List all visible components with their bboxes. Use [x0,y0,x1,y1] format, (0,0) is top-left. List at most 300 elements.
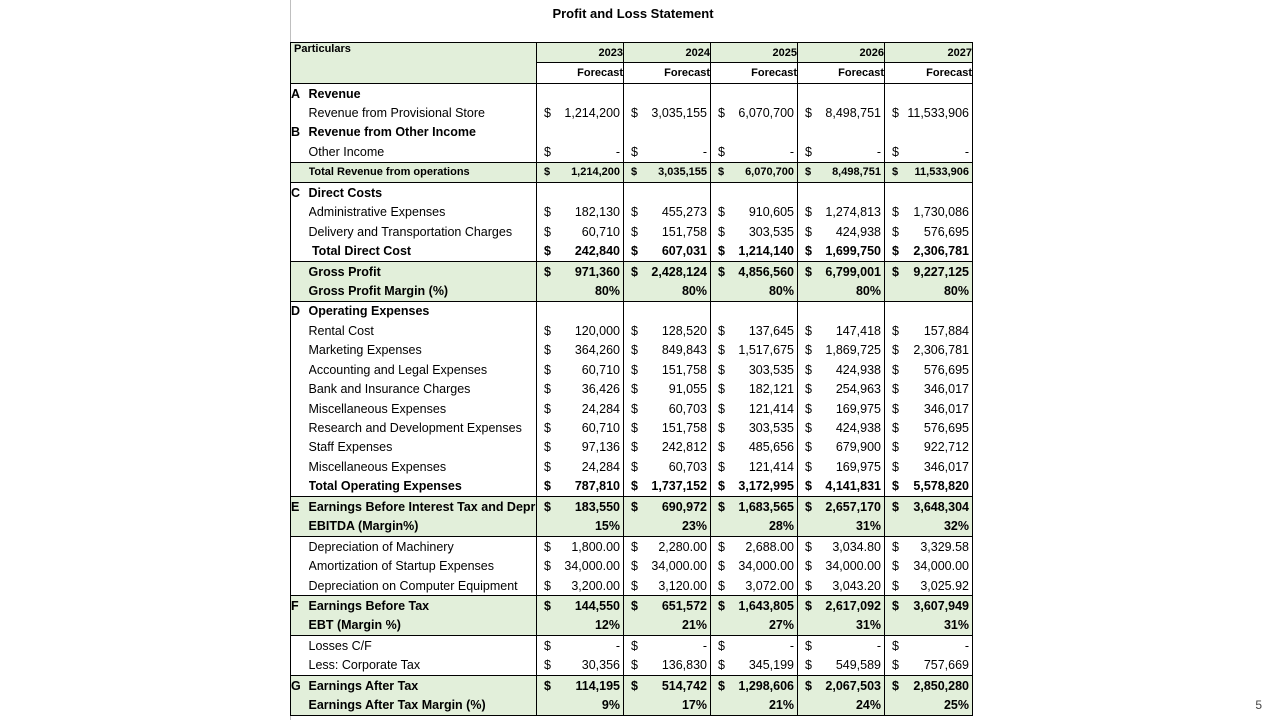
amount-value: 303,535 [748,421,794,436]
value-cell [885,123,973,142]
currency-symbol: $ [805,440,812,455]
value-cell: 31% [798,616,885,636]
currency-symbol: $ [718,166,725,179]
table-row [291,556,973,575]
value-cell [711,241,798,261]
value-cell [885,360,973,379]
value-cell [798,596,885,616]
value-cell [624,576,711,596]
header-row-years [291,43,973,63]
row-label: Earnings After Tax [309,676,537,696]
row-label: Gross Profit Margin (%) [309,281,537,301]
section-letter [291,321,309,340]
row-label: Depreciation of Machinery [309,536,537,556]
amount-value: - [964,638,969,653]
amount-value: 2,657,170 [825,499,881,514]
table-row [291,536,973,556]
table-row [291,321,973,340]
value-cell [798,379,885,398]
currency-symbol: $ [631,343,638,358]
row-label: Total Revenue from operations [309,162,537,182]
section-letter [291,341,309,360]
currency-symbol: $ [718,106,725,121]
amount-value: - [876,144,881,159]
amount-value: 121,414 [748,459,794,474]
section-letter [291,203,309,222]
value-cell: 15% [537,517,624,537]
currency-symbol: $ [805,362,812,377]
amount-value: 2,850,280 [913,678,969,693]
amount-value: 121,414 [748,401,794,416]
amount-value: 151,758 [661,421,707,436]
value-cell [885,261,973,281]
amount-value: 60,703 [668,401,707,416]
section-letter: B [291,123,309,142]
amount-value: 971,360 [574,264,620,279]
value-cell [624,676,711,696]
currency-symbol: $ [544,539,551,554]
currency-symbol: $ [631,106,638,121]
value-cell: 23% [624,517,711,537]
amount-value: 1,800.00 [571,539,620,554]
currency-symbol: $ [892,382,899,397]
value-cell [537,203,624,222]
value-cell [798,438,885,457]
value-cell [537,457,624,476]
currency-symbol: $ [892,638,899,653]
value-cell [624,399,711,418]
amount-value: 34,000.00 [825,559,881,574]
amount-value: 607,031 [661,244,707,259]
value-cell: 12% [537,616,624,636]
value-cell [624,379,711,398]
amount-value: 3,607,949 [913,598,969,613]
amount-value: 97,136 [581,440,620,455]
value-cell [537,321,624,340]
value-cell [537,418,624,437]
section-letter [291,576,309,596]
value-cell [798,576,885,596]
row-label: Depreciation on Computer Equipment [308,578,518,593]
amount-value: 254,963 [835,382,881,397]
value-cell [537,556,624,575]
row-label: Bank and Insurance Charges [308,382,471,397]
amount-value: 5,578,820 [913,479,969,494]
amount-value: 8,498,751 [825,106,881,121]
amount-value: 455,273 [661,205,707,220]
value-cell [885,576,973,596]
currency-symbol: $ [544,343,551,358]
value-cell [798,636,885,656]
row-label: Amortization of Startup Expenses [308,559,495,574]
value-cell [885,556,973,575]
currency-symbol: $ [805,559,812,574]
amount-value: 151,758 [661,224,707,239]
currency-symbol: $ [805,479,812,494]
amount-value: - [615,638,620,653]
value-cell [711,162,798,182]
amount-value: 345,199 [748,658,794,673]
currency-symbol: $ [892,323,899,338]
currency-symbol: $ [718,323,725,338]
table-row [291,83,973,103]
currency-symbol: $ [631,539,638,554]
currency-symbol: $ [892,144,899,159]
row-label: Total Direct Cost [308,244,412,259]
currency-symbol: $ [718,382,725,397]
amount-value: 2,306,781 [913,244,969,259]
currency-symbol: $ [892,224,899,239]
amount-value: 3,648,304 [913,499,969,514]
amount-value: 3,043.20 [832,578,881,593]
page-title: Profit and Loss Statement [552,6,714,21]
amount-value: 576,695 [923,421,969,436]
value-cell [624,261,711,281]
currency-symbol: $ [544,205,551,220]
currency-symbol: $ [805,106,812,121]
row-label: Revenue from Provisional Store [308,106,485,121]
currency-symbol: $ [544,421,551,436]
year-header: 2023 [537,43,624,63]
currency-symbol: $ [805,421,812,436]
value-cell [885,222,973,241]
value-cell: 31% [885,616,973,636]
value-cell [624,341,711,360]
amount-value: - [789,638,794,653]
currency-symbol: $ [631,264,638,279]
currency-symbol: $ [631,421,638,436]
amount-value: 303,535 [748,224,794,239]
currency-symbol: $ [544,459,551,474]
amount-value: 169,975 [835,459,881,474]
currency-symbol: $ [544,362,551,377]
value-cell [885,438,973,457]
section-letter [291,379,309,398]
currency-symbol: $ [718,559,725,574]
value-cell [537,656,624,676]
value-cell [798,142,885,162]
currency-symbol: $ [544,323,551,338]
currency-symbol: $ [631,440,638,455]
currency-symbol: $ [631,559,638,574]
value-cell: 27% [711,616,798,636]
currency-symbol: $ [805,598,812,613]
table-row [291,162,973,182]
amount-value: 576,695 [923,362,969,377]
amount-value: 6,070,700 [738,106,794,121]
amount-value: 2,617,092 [825,598,881,613]
amount-value: 183,550 [574,499,620,514]
currency-symbol: $ [892,499,899,514]
amount-value: 34,000.00 [564,559,620,574]
value-cell [624,438,711,457]
currency-symbol: $ [718,678,725,693]
currency-symbol: $ [544,440,551,455]
currency-symbol: $ [631,578,638,593]
value-cell [711,399,798,418]
section-letter: E [291,497,309,517]
row-label: Accounting and Legal Expenses [308,362,488,377]
amount-value: 3,172,995 [738,479,794,494]
row-label: Revenue [308,86,361,101]
amount-value: 1,737,152 [651,479,707,494]
amount-value: 4,856,560 [738,264,794,279]
amount-value: 137,645 [748,323,794,338]
value-cell [798,656,885,676]
section-letter [291,162,309,182]
currency-symbol: $ [805,205,812,220]
currency-symbol: $ [718,343,725,358]
value-cell [798,123,885,142]
value-cell [798,203,885,222]
section-letter [291,556,309,575]
currency-symbol: $ [892,559,899,574]
particulars-header: Particulars [291,43,537,84]
value-cell [624,142,711,162]
value-cell [711,379,798,398]
value-cell [885,497,973,517]
amount-value: 11,533,906 [907,106,969,121]
value-cell: 17% [624,695,711,715]
value-cell [885,321,973,340]
forecast-header: Forecast [711,63,798,83]
value-cell [885,103,973,122]
value-cell [624,497,711,517]
amount-value: 60,710 [581,362,620,377]
value-cell [711,301,798,321]
currency-symbol: $ [544,479,551,494]
amount-value: 1,699,750 [825,244,881,259]
value-cell [711,438,798,457]
amount-value: 242,812 [661,440,707,455]
row-label: Delivery and Transportation Charges [308,224,513,239]
currency-symbol: $ [718,638,725,653]
value-cell [537,301,624,321]
value-cell [537,360,624,379]
value-cell [798,162,885,182]
amount-value: 1,517,675 [738,343,794,358]
currency-symbol: $ [718,362,725,377]
table-row [291,438,973,457]
forecast-header: Forecast [885,63,973,83]
value-cell [885,379,973,398]
value-cell [537,497,624,517]
currency-symbol: $ [718,421,725,436]
currency-symbol: $ [892,343,899,358]
value-cell: 80% [624,281,711,301]
currency-symbol: $ [892,658,899,673]
value-cell [798,341,885,360]
currency-symbol: $ [805,638,812,653]
table-row [291,477,973,497]
currency-symbol: $ [892,440,899,455]
value-cell [624,418,711,437]
section-letter: D [291,301,309,321]
amount-value: - [876,638,881,653]
amount-value: 2,688.00 [745,539,794,554]
currency-symbol: $ [718,658,725,673]
currency-symbol: $ [718,539,725,554]
currency-symbol: $ [805,678,812,693]
currency-symbol: $ [544,401,551,416]
value-cell: 80% [885,281,973,301]
currency-symbol: $ [892,166,899,179]
amount-value: 346,017 [923,401,969,416]
value-cell [885,399,973,418]
value-cell [624,656,711,676]
value-cell [624,83,711,103]
amount-value: 8,498,751 [832,166,881,179]
currency-symbol: $ [631,144,638,159]
amount-value: 9,227,125 [913,264,969,279]
value-cell: 28% [711,517,798,537]
value-cell [885,418,973,437]
value-cell [885,536,973,556]
value-cell [798,556,885,575]
value-cell [711,142,798,162]
page-number: 5 [1255,698,1262,712]
amount-value: 2,280.00 [658,539,707,554]
value-cell [885,656,973,676]
value-cell [711,636,798,656]
amount-value: 485,656 [748,440,794,455]
value-cell [711,203,798,222]
value-cell [537,341,624,360]
value-cell [624,457,711,476]
value-cell [798,497,885,517]
currency-symbol: $ [718,244,725,259]
amount-value: 424,938 [835,362,881,377]
table-row [291,222,973,241]
row-label: Earnings Before Interest Tax and Depr [309,497,537,517]
section-letter [291,281,309,301]
value-cell [798,261,885,281]
value-cell [798,83,885,103]
row-label: Gross Profit [309,261,537,281]
table-row [291,576,973,596]
currency-symbol: $ [892,401,899,416]
value-cell [798,457,885,476]
currency-symbol: $ [631,638,638,653]
year-header: 2026 [798,43,885,63]
amount-value: 34,000.00 [651,559,707,574]
value-cell [537,596,624,616]
value-cell [711,341,798,360]
amount-value: 3,034.80 [832,539,881,554]
section-letter [291,517,309,537]
table-row [291,203,973,222]
value-cell [711,676,798,696]
row-label: Miscellaneous Expenses [308,401,447,416]
value-cell [885,162,973,182]
forecast-header: Forecast [798,63,885,83]
amount-value: 1,683,565 [738,499,794,514]
currency-symbol: $ [805,499,812,514]
currency-symbol: $ [805,144,812,159]
amount-value: 60,703 [668,459,707,474]
value-cell [537,142,624,162]
value-cell [711,457,798,476]
amount-value: 576,695 [923,224,969,239]
currency-symbol: $ [544,559,551,574]
value-cell: 31% [798,517,885,537]
currency-symbol: $ [631,323,638,338]
value-cell [711,183,798,203]
value-cell [624,321,711,340]
value-cell [624,596,711,616]
table-row [291,281,973,301]
amount-value: 651,572 [661,598,707,613]
currency-symbol: $ [892,598,899,613]
value-cell [537,261,624,281]
row-label: EBT (Margin %) [309,616,537,636]
currency-symbol: $ [544,106,551,121]
value-cell [711,261,798,281]
amount-value: 1,274,813 [825,205,881,220]
table-row [291,399,973,418]
value-cell [624,103,711,122]
currency-symbol: $ [805,459,812,474]
table-row [291,418,973,437]
value-cell [711,418,798,437]
value-cell [537,123,624,142]
value-cell: 80% [537,281,624,301]
amount-value: 922,712 [923,440,969,455]
value-cell [885,676,973,696]
amount-value: 549,589 [835,658,881,673]
forecast-header: Forecast [537,63,624,83]
value-cell [885,596,973,616]
currency-symbol: $ [631,459,638,474]
value-cell [798,301,885,321]
currency-symbol: $ [805,224,812,239]
table-row [291,695,973,715]
value-cell [537,379,624,398]
value-cell [624,162,711,182]
currency-symbol: $ [892,205,899,220]
value-cell [798,477,885,497]
amount-value: 424,938 [835,224,881,239]
value-cell [885,142,973,162]
currency-symbol: $ [718,224,725,239]
value-cell [798,222,885,241]
currency-symbol: $ [805,323,812,338]
value-cell [711,103,798,122]
value-cell [624,301,711,321]
section-letter [291,536,309,556]
row-label: Administrative Expenses [308,205,446,220]
section-letter [291,360,309,379]
table-row [291,261,973,281]
value-cell [885,241,973,261]
value-cell [711,83,798,103]
amount-value: - [702,638,707,653]
value-cell [711,222,798,241]
amount-value: 169,975 [835,401,881,416]
currency-symbol: $ [544,224,551,239]
value-cell [885,83,973,103]
amount-value: 6,799,001 [825,264,881,279]
amount-value: 91,055 [668,382,707,397]
value-cell [537,438,624,457]
value-cell [798,183,885,203]
table-row [291,656,973,676]
section-letter: G [291,676,309,696]
amount-value: 2,306,781 [913,343,969,358]
amount-value: 6,070,700 [745,166,794,179]
section-letter [291,418,309,437]
amount-value: - [702,144,707,159]
